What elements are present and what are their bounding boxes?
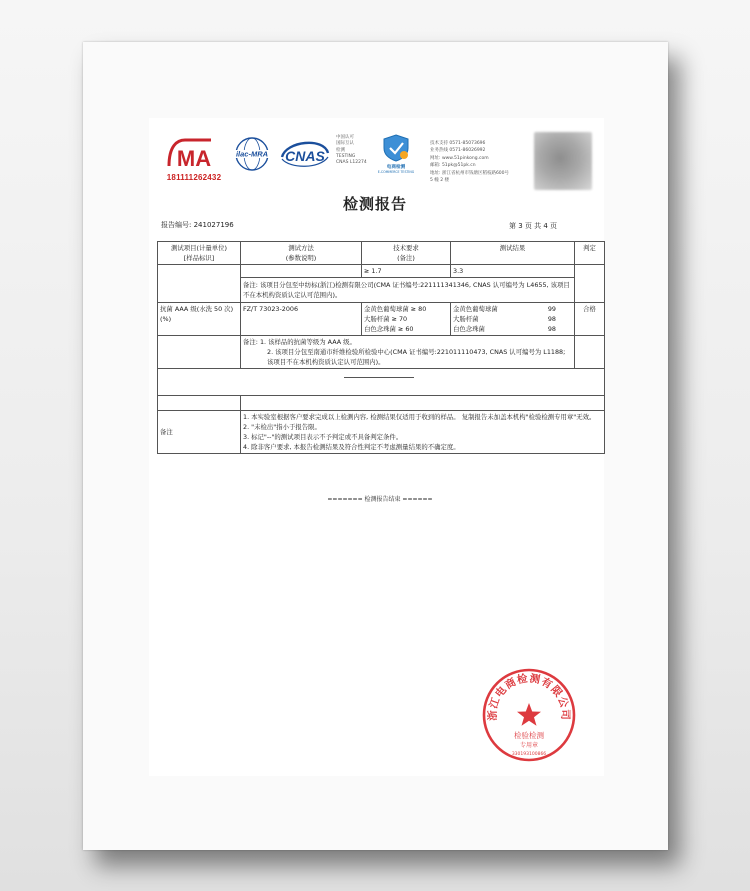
seal-center-text-2: 专用章 [519,742,539,749]
note-2: 备注: 1. 该样品的抗菌等级为 AAA 级。 2. 该项目分包至南通市纤维检验所检验中心(CMA 证书编号:221011110473, CNAS 认可编号为 L1188; 该项目不在本机构资质认定认可范围内)。 [241,336,575,369]
header-requirement: 技术要求 (备注) [362,242,451,265]
seal-center-text-1: 检验检测 [514,731,544,740]
remarks-label: 备注 [158,411,241,454]
header-method: 测试方法 (参数说明) [241,242,362,265]
table-row [158,336,605,369]
table-header-row [158,242,605,265]
cnas-info: 中国认可 国际互认 检测 TESTING CNAS L12274 [336,135,367,166]
official-seal [481,667,577,763]
ecommerce-testing-logo [376,133,416,175]
report-number: 报告编号: 241027196 [161,221,234,229]
antibacterial-results: 金黄色葡萄球菌 99 大肠杆菌 98 白色念珠菌 98 [451,303,575,336]
ilac-mra-logo [232,136,272,172]
header-item: 测试项目(计量单位) [样品标识] [158,242,241,265]
seal-number: 330193100866 [511,752,547,757]
table-row [158,396,605,411]
cnas-logo [278,137,332,171]
antibacterial-requirements: 金黄色葡萄球菌 ≥ 80 大肠杆菌 ≥ 70 白色念珠菌 ≥ 60 [362,303,451,336]
antibacterial-judgement: 合格 [575,303,605,336]
ecom-label: 电商检测 [386,165,406,170]
table-row [158,411,605,454]
page-indicator: 第 3 页 共 4 页 [509,222,558,230]
remarks-list: 1. 本实验室根据客户要求完成以上检测内容, 检测结果仅适用于收到的样品。 复制报告未加盖本机构"检验检测专用章"无效。 2. "未检出"指小于报告限。 3. 标记"--"的测试项目表示不予判定或不具备判定条件。 4. 除非客户要求, 本报告检测结果及符合性判定不考虑测量结果的不确定度。 [241,411,605,454]
report-title: 检测报告 [342,195,407,213]
ecom-sub-label: E-COMMERCE TESTING [377,170,415,174]
table-row [158,369,605,396]
table-row [158,303,605,336]
header-result: 测试结果 [451,242,575,265]
cma-label: MA [176,146,212,171]
contact-info: 技术支持 0571-85073696 业务热线 0571-86026992 网址: www.51pinkong.com 邮箱: 51pk@51pk.cn 地址: 浙江省杭州市钱塘区稻枝路600号 5 幢 2 楼 [430,141,510,184]
cma-number: 181111262432 [166,173,222,182]
antibacterial-method: FZ/T 73023-2006 [241,303,362,336]
cnas-label: CNAS [285,148,325,164]
header-judgement: 判定 [575,242,605,265]
blurred-qr-code [534,132,592,190]
cma-logo [163,136,225,184]
results-table [157,241,605,454]
table-row: ≥ 1.7 3.3 [158,265,605,278]
ilac-label: ilac-MRA [235,149,269,159]
antibacterial-item: 抗菌 AAA 级(水洗 50 次)(%) [158,303,241,336]
note-1: 备注: 该项目分包至中纺标(浙江)检测有限公司(CMA 证书编号:221111341346, CNAS 认可编号为 L4655, 该项目不在本机构资质认定认可范围内)。 [241,278,575,303]
seal-ring-text: 浙江电商检测有限公司 [486,672,572,721]
report-end-line: ======= 检测报告结束 ====== [327,496,433,503]
